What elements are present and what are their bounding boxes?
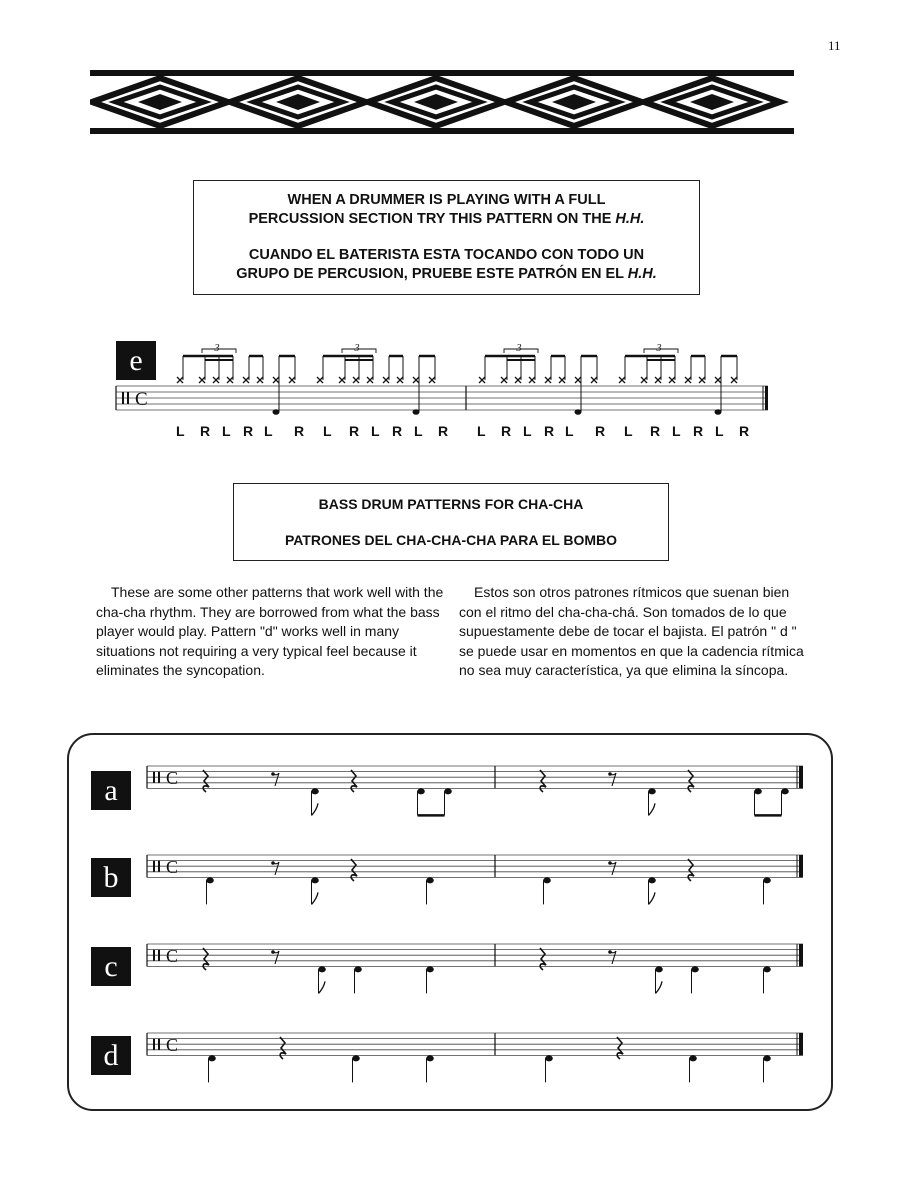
bass-drum-note (352, 1055, 360, 1061)
triplet-mark: 3 (516, 343, 522, 354)
hihat-note (619, 377, 625, 383)
note-flag (312, 803, 319, 815)
final-bar-thick (765, 386, 768, 410)
example-clef-bar (153, 861, 155, 872)
triplet-mark: 3 (656, 343, 662, 354)
bass-drum-note (763, 877, 771, 883)
sticking-letter: R (650, 423, 661, 439)
hihat-note (257, 377, 263, 383)
final-bar-thick (799, 1033, 803, 1055)
eighth-rest (610, 951, 616, 964)
example-clef-bar (158, 950, 160, 961)
bass-drum-note (763, 966, 771, 972)
eighth-rest (273, 773, 279, 786)
hihat-note (479, 377, 485, 383)
bass-drum-title-box (233, 483, 669, 561)
time-signature: C (135, 389, 148, 410)
bass-drum-note (426, 877, 434, 883)
hihat-note (715, 377, 721, 383)
instruction-spanish-line2: GRUPO DE PERCUSION, PRUEBE ESTE PATRÓN EN EL (236, 266, 628, 282)
triplet-mark: 3 (214, 343, 220, 354)
bass-drum-note (754, 788, 762, 794)
example-clef-bar (153, 1039, 155, 1050)
time-signature: C (166, 767, 179, 788)
eighth-rest (273, 862, 279, 875)
time-signature: C (166, 856, 179, 877)
hihat-note (317, 377, 323, 383)
hihat-note (429, 377, 435, 383)
bass-drum-staves (140, 755, 820, 1105)
final-bar-thick (799, 766, 803, 788)
example-label-b: b (91, 858, 131, 897)
eighth-rest (610, 862, 616, 875)
hihat-note (289, 377, 295, 383)
example-label-d: d (91, 1036, 131, 1075)
bass-drum-note (206, 877, 214, 883)
hihat-note (199, 377, 205, 383)
hihat-note (641, 377, 647, 383)
instruction-english-line2: PERCUSSION SECTION TRY THIS PATTERN ON THE (248, 211, 616, 227)
sticking-letter: L (523, 423, 532, 439)
page-number: 11 (828, 38, 841, 53)
triplet-mark: 3 (354, 343, 360, 354)
pattern-e-staff (110, 340, 790, 420)
example-clef-bar (153, 950, 155, 961)
hihat-note (515, 377, 521, 383)
note-flag (649, 892, 656, 904)
sticking-letter: L (477, 423, 486, 439)
example-label-a: a (91, 771, 131, 810)
time-signature: C (166, 945, 179, 966)
sticking-letter: L (624, 423, 633, 439)
hihat-note (591, 377, 597, 383)
hihat-note (669, 377, 675, 383)
bass-drum-note (545, 1055, 553, 1061)
example-clef-bar (158, 1039, 160, 1050)
bass-drum-note (417, 788, 425, 794)
hihat-note (655, 377, 661, 383)
bass-drum-note (208, 1055, 216, 1061)
hihat-note (243, 377, 249, 383)
bass-drum-note (426, 966, 434, 972)
sticking-letter: R (392, 423, 403, 439)
sticking-letter: R (200, 423, 211, 439)
instruction-english-line1: WHEN A DRUMMER IS PLAYING WITH A FULL (287, 192, 606, 208)
hihat-note (339, 377, 345, 383)
sticking-letter: R (595, 423, 606, 439)
hihat-note (213, 377, 219, 383)
hihat-note (273, 377, 279, 383)
sticking-letter: R (294, 423, 305, 439)
sticking-letter: L (264, 423, 273, 439)
example-label-c: c (91, 947, 131, 986)
bass-drum-note (781, 788, 789, 794)
bass-drum-note (318, 966, 326, 972)
hihat-note (177, 377, 183, 383)
sticking-letter: L (371, 423, 380, 439)
sticking-letter: L (565, 423, 574, 439)
example-clef-bar (158, 772, 160, 783)
hihat-note (413, 377, 419, 383)
final-bar-thick (799, 944, 803, 966)
spanish-paragraph: Estos son otros patrones rítmicos que suenan bien con el ritmo del cha-cha-chá. Son tomados de lo que supuestamente debe de tocar el bajista. El patrón " d " se puede usar en momentos en que la cadencia rítmica no sea muy característica, ya que elimina la síncopa. (459, 584, 804, 678)
bass-drum-note (413, 409, 420, 415)
sticking-letter: L (222, 423, 231, 439)
title-spanish: PATRONES DEL CHA-CHA-CHA PARA EL BOMBO (284, 532, 618, 548)
example-clef-bar (153, 772, 155, 783)
bass-drum-note (648, 788, 656, 794)
sticking-letter: R (501, 423, 512, 439)
note-flag (319, 981, 326, 993)
hihat-note (227, 377, 233, 383)
final-bar-thick (799, 855, 803, 877)
bass-drum-note (311, 788, 319, 794)
bass-drum-note (543, 877, 551, 883)
bass-drum-note (691, 966, 699, 972)
pattern-e-clef-bar (122, 392, 124, 404)
bass-drum-note (715, 409, 722, 415)
eighth-rest (610, 773, 616, 786)
bass-drum-note (444, 788, 452, 794)
sticking-letter: R (438, 423, 449, 439)
sticking-letter: R (739, 423, 750, 439)
hihat-note (559, 377, 565, 383)
sticking-letter: L (715, 423, 724, 439)
note-flag (649, 803, 656, 815)
pattern-label-e: e (116, 341, 156, 380)
instruction-spanish-line1: CUANDO EL BATERISTA ESTA TOCANDO CON TODO UN (248, 247, 645, 263)
hihat-note (731, 377, 737, 383)
sticking-letter: L (414, 423, 423, 439)
hihat-note (397, 377, 403, 383)
sticking-letter: R (243, 423, 254, 439)
eighth-rest (273, 951, 279, 964)
bass-drum-note (311, 877, 319, 883)
bass-drum-note (648, 877, 656, 883)
sticking-letter: L (176, 423, 185, 439)
pattern-e-clef-bar (127, 392, 129, 404)
bass-drum-note (575, 409, 582, 415)
bass-drum-note (655, 966, 663, 972)
hihat-note (383, 377, 389, 383)
sticking-letter: R (544, 423, 555, 439)
hihat-note (685, 377, 691, 383)
time-signature: C (166, 1034, 179, 1055)
example-clef-bar (158, 861, 160, 872)
hihat-note (575, 377, 581, 383)
title-english: BASS DRUM PATTERNS FOR CHA-CHA (318, 496, 584, 512)
english-paragraph: These are some other patterns that work well with the cha-cha rhythm. They are borrowed from what the bass player would play. Pattern "d" works well in many situations not requiring a very typical feel because it eliminates the syncopation. (96, 584, 444, 678)
sticking-letter: R (693, 423, 704, 439)
hihat-note (699, 377, 705, 383)
note-flag (312, 892, 319, 904)
hihat-note (501, 377, 507, 383)
hh-abbrev-es: H.H. (627, 266, 657, 282)
sticking-letter: L (672, 423, 681, 439)
note-flag (656, 981, 663, 993)
hh-abbrev: H.H. (615, 211, 645, 227)
bass-drum-note (763, 1055, 771, 1061)
hihat-note (545, 377, 551, 383)
decorative-diamond-border (90, 66, 796, 138)
sticking-letter: R (349, 423, 360, 439)
hi-hat-instruction-box (193, 180, 700, 295)
hihat-note (367, 377, 373, 383)
bass-drum-note (273, 409, 280, 415)
sticking-letter: L (323, 423, 332, 439)
hihat-note (529, 377, 535, 383)
bass-drum-note (354, 966, 362, 972)
hihat-note (353, 377, 359, 383)
bass-drum-note (689, 1055, 697, 1061)
bass-drum-note (426, 1055, 434, 1061)
